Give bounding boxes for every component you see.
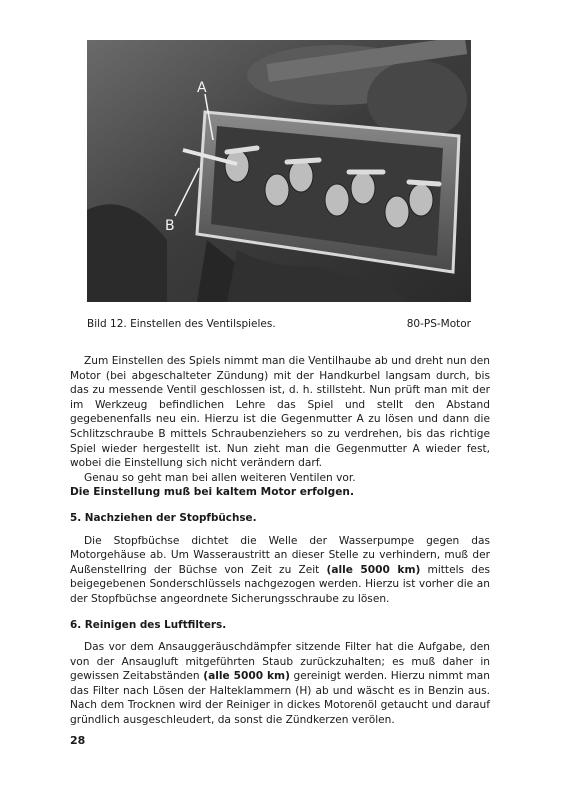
caption-title: Bild 12. Einstellen des Ventilspieles. [87,318,276,330]
caption-engine: 80-PS-Motor [406,318,471,330]
paragraph-stopfbuechse [70,534,490,607]
label-b: B [165,218,175,234]
section-heading-6: 6. Reinigen des Luftfilters. [70,618,227,631]
page-body [70,354,490,728]
engine-valve-photo [87,40,471,302]
figure-caption [87,318,471,330]
label-a: A [197,80,207,96]
paragraph-luftfilter [70,640,490,728]
engine-illustration [87,40,471,302]
paragraph-repeat: Genau so geht man bei allen weiteren Ventilen vor. [84,471,356,484]
section-heading-5: 5. Nachziehen der Stopfbüchse. [70,511,257,524]
text-run: mittels des beigegebenen Sonderschlüssels nachgezogen werden. Hierzu ist vorher die an der Stopfbüchse angeordnete Sicherungsschraube zu lösen. [70,563,490,605]
interval-bold: (alle 5000 km) [203,670,290,683]
text-run: Die Stopfbüchse dichtet die Welle der Wasserpumpe gegen das Motorgehäuse ab. Um Wasseraustritt an dieser Stelle zu verhindern, muß der Außenstellring der Büchse von Zeit zu Zeit [70,534,490,576]
paragraph-cold-engine: Die Einstellung muß bei kaltem Motor erfolgen. [70,486,354,499]
page-number: 28 [70,734,86,747]
paragraph-valve-adjust: Zum Einstellen des Spiels nimmt man die Ventilhaube ab und dreht nun den Motor (bei abgeschalteter Zündung) mit der Handkurbel langsam durch, bis das zu messende Ventil geschlossen ist, d. h. stillsteht. Nun prüft man mit der im Werkzeug befindlichen Lehre das Spiel und stellt den Abstand gegebenenfalls neu ein. Hierzu ist die Gegenmutter A zu lösen und dann die Schlitzschraube B mittels Schraubenziehers so zu verdrehen, bis das richtige Spiel wieder hergestellt ist. Nun zieht man die Gegenmutter A wieder fest, wobei die Einstellung sich nicht verändern darf. [70,355,490,470]
interval-bold: (alle 5000 km) [326,563,421,576]
text-run: Das vor dem Ansauggeräuschdämpfer sitzende Filter hat die Aufgabe, den von der Ansaugluft mitgeführten Staub zurückzuhalten; es muß daher in gewissen Zeitabständen [70,641,490,683]
text-run: gereinigt werden. Hierzu nimmt man das Filter nach Lösen der Halteklammern (H) ab und wäscht es in Benzin aus. Nach dem Trocknen wird der Reiniger in dickes Motorenöl getaucht und darauf gründlich ausgeschleudert, da sonst die Zündkerzen verölen. [70,670,490,727]
